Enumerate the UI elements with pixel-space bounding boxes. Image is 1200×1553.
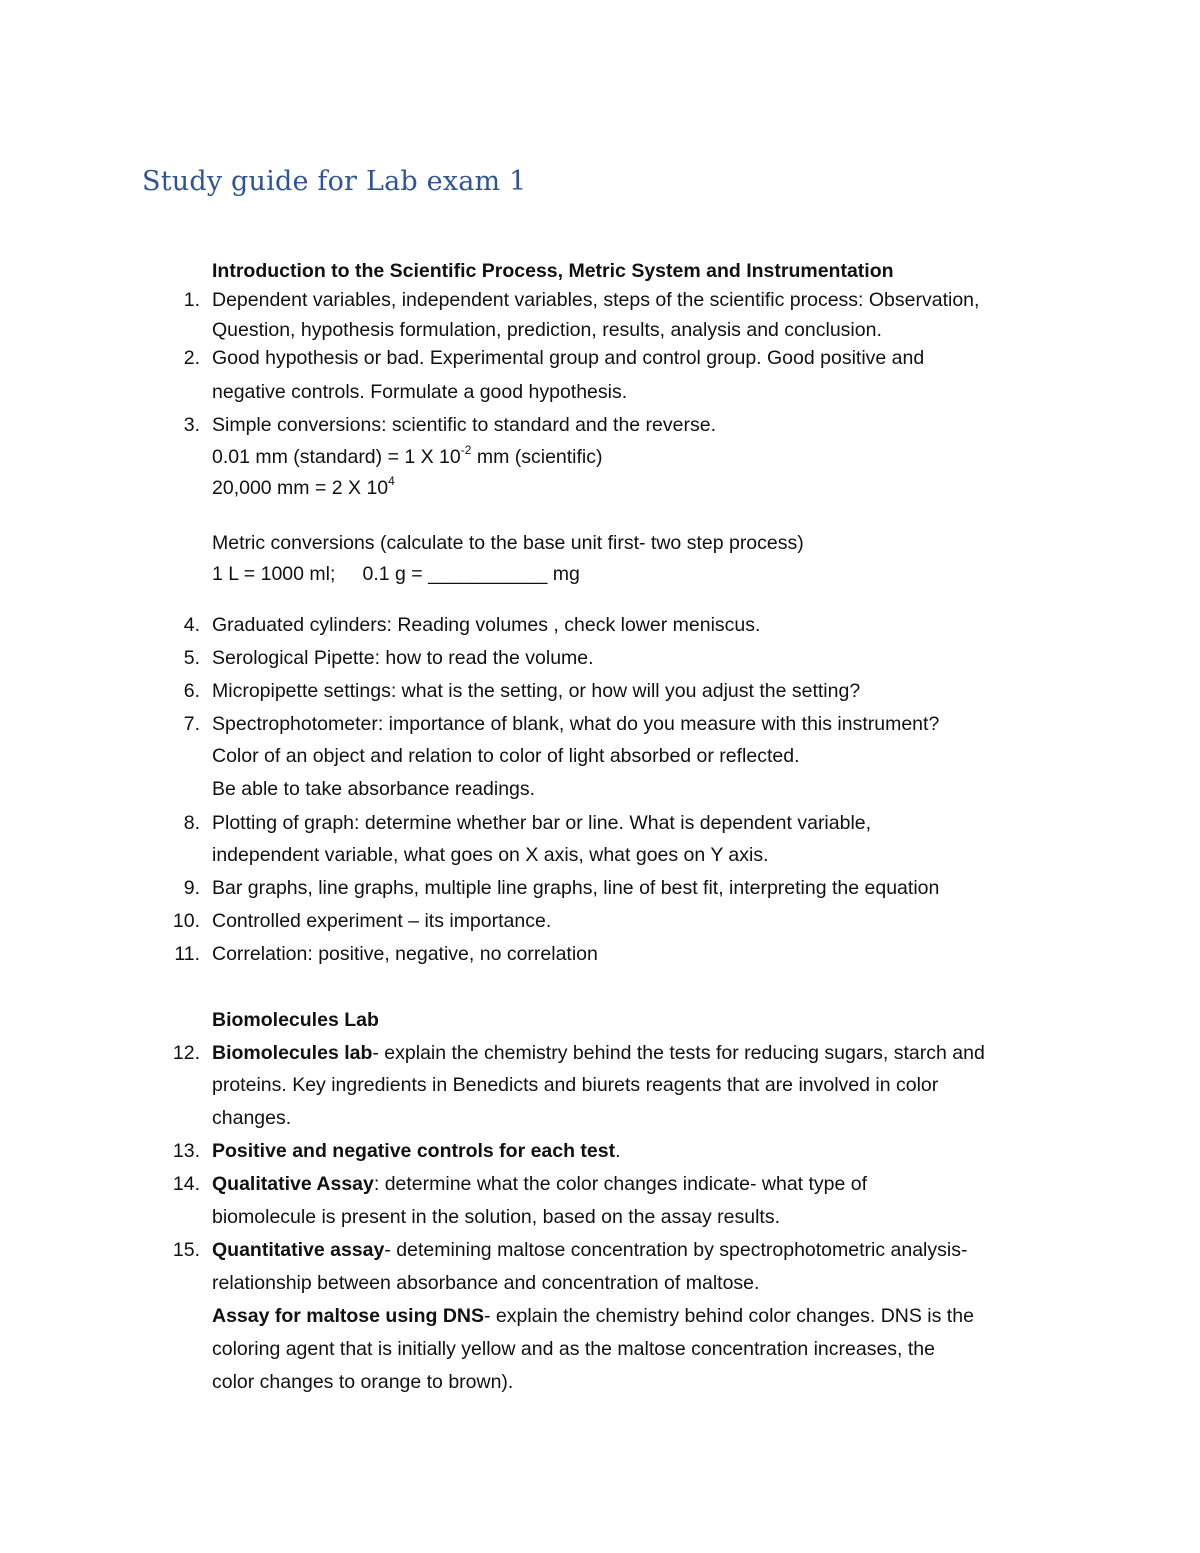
- list-item-text: Plotting of graph: determine whether bar or line. What is dependent variable,: [212, 812, 872, 834]
- conversion-example: 0.01 mm (standard) = 1 X $10^{-2}$ mm (scientific): [212, 442, 603, 468]
- metric-conversions-text: Metric conversions (calculate to the base unit first- two step process): [212, 532, 804, 554]
- list-number: 6.: [183, 680, 200, 702]
- list-item-text: negative controls. Formulate a good hypothesis.: [212, 381, 628, 403]
- document-title: Study guide for Lab exam 1: [142, 166, 527, 197]
- list-item-text: Bar graphs, line graphs, multiple line graphs, line of best fit, interpreting the equation: [212, 877, 940, 899]
- list-item-text: Serological Pipette: how to read the volume.: [212, 647, 594, 669]
- list-item-text: Biomolecules lab- explain the chemistry behind the tests for reducing sugars, starch and: [212, 1042, 985, 1064]
- list-item-text: independent variable, what goes on X axis, what goes on Y axis.: [212, 844, 769, 866]
- metric-conversion-example: 1 L = 1000 ml; 0.1 g = ___________ mg: [212, 563, 580, 585]
- list-item-text: Good hypothesis or bad. Experimental group and control group. Good positive and: [212, 347, 925, 369]
- list-number: 9.: [183, 877, 200, 899]
- list-item-text: Simple conversions: scientific to standard and the reverse.: [212, 414, 717, 436]
- list-item-text: biomolecule is present in the solution, based on the assay results.: [212, 1206, 780, 1228]
- list-number: 7.: [183, 713, 200, 735]
- list-number: 1.: [183, 289, 200, 311]
- list-item-text: Graduated cylinders: Reading volumes , check lower meniscus.: [212, 614, 761, 636]
- list-number: 10.: [172, 910, 200, 932]
- list-item-text: Micropipette settings: what is the setting, or how will you adjust the setting?: [212, 680, 861, 702]
- conversion-example: 20,000 mm = 2 X $10^4$: [212, 473, 395, 499]
- list-number: 13.: [172, 1140, 200, 1162]
- section-heading-biomolecules: Biomolecules Lab: [212, 1009, 379, 1031]
- list-item-text: Be able to take absorbance readings.: [212, 778, 536, 800]
- list-number: 15.: [172, 1239, 200, 1261]
- list-number: 2.: [183, 347, 200, 369]
- list-item-text: Quantitative assay- detemining maltose concentration by spectrophotometric analysis-: [212, 1239, 968, 1261]
- list-item-text: color changes to orange to brown).: [212, 1371, 514, 1393]
- list-item-text: Qualitative Assay: determine what the color changes indicate- what type of: [212, 1173, 868, 1195]
- list-item-text: Color of an object and relation to color of light absorbed or reflected.: [212, 745, 800, 767]
- list-number: 12.: [172, 1042, 200, 1064]
- list-number: 14.: [172, 1173, 200, 1195]
- list-item-text: Correlation: positive, negative, no correlation: [212, 943, 598, 965]
- list-item-text: coloring agent that is initially yellow and as the maltose concentration increases, the: [212, 1338, 935, 1360]
- list-item-text: Question, hypothesis formulation, prediction, results, analysis and conclusion.: [212, 319, 882, 341]
- list-item-text: Assay for maltose using DNS- explain the chemistry behind color changes. DNS is the: [212, 1305, 974, 1327]
- list-item-text: Spectrophotometer: importance of blank, what do you measure with this instrument?: [212, 713, 940, 735]
- list-item-text: changes.: [212, 1107, 292, 1129]
- list-number: 3.: [183, 414, 200, 436]
- list-item-text: Controlled experiment – its importance.: [212, 910, 552, 932]
- list-item-text: proteins. Key ingredients in Benedicts and biurets reagents that are involved in color: [212, 1074, 939, 1096]
- list-number: 4.: [183, 614, 200, 636]
- list-number: 5.: [183, 647, 200, 669]
- list-item-text: Dependent variables, independent variables, steps of the scientific process: Observation,: [212, 289, 980, 311]
- list-item-text: Positive and negative controls for each test.: [212, 1140, 621, 1162]
- list-number: 8.: [183, 812, 200, 834]
- section-heading-intro: Introduction to the Scientific Process, Metric System and Instrumentation: [212, 260, 894, 282]
- list-item-text: relationship between absorbance and concentration of maltose.: [212, 1272, 760, 1294]
- list-number: 11.: [174, 943, 200, 965]
